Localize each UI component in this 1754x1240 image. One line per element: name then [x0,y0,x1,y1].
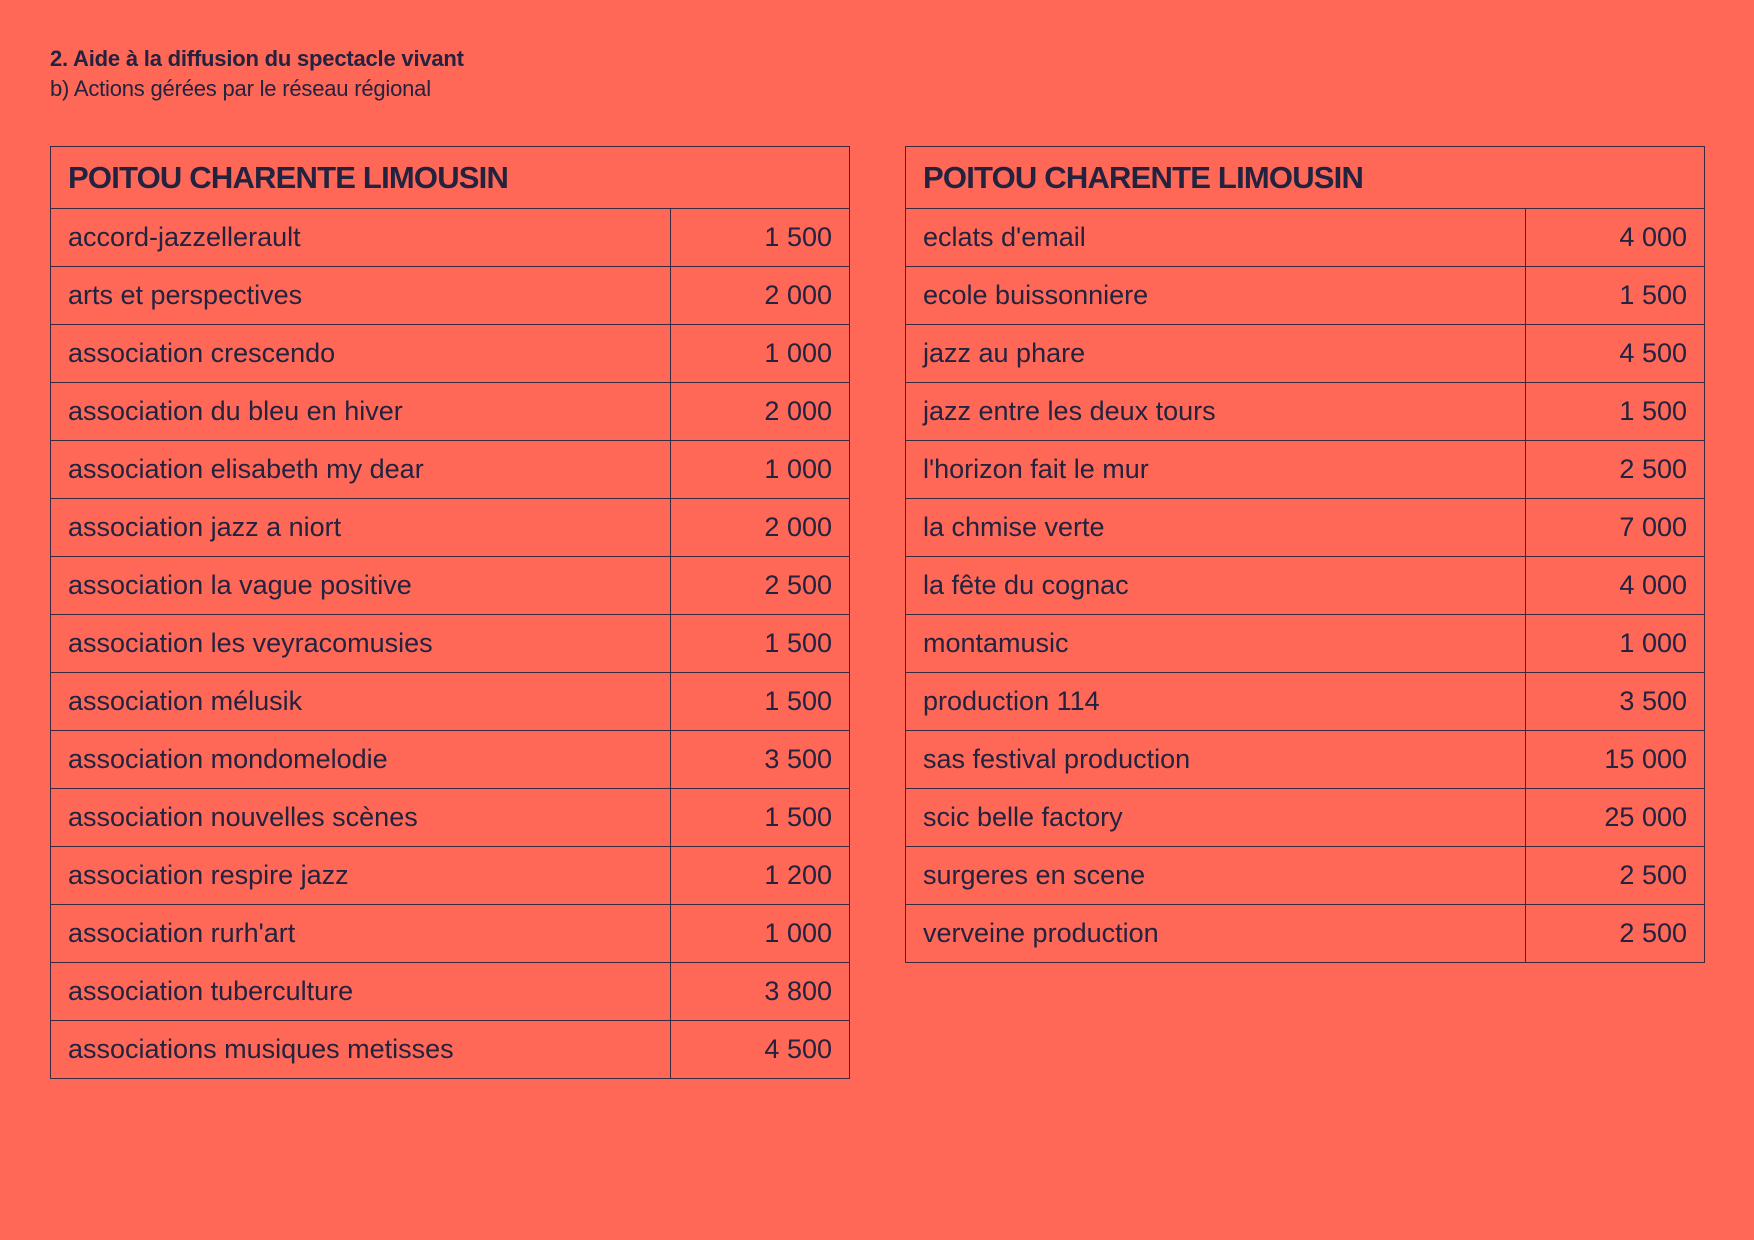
table-row [906,499,1705,557]
grants-table-left [50,146,850,1079]
organization-name: association nouvelles scènes [51,789,671,847]
organization-name: association du bleu en hiver [51,383,671,441]
grant-amount: 3 500 [671,731,850,789]
organization-name: association elisabeth my dear [51,441,671,499]
organization-name: la fête du cognac [906,557,1526,615]
grant-amount: 1 000 [1526,615,1705,673]
table-row [51,441,850,499]
table-row [51,963,850,1021]
organization-name: la chmise verte [906,499,1526,557]
grant-amount: 1 500 [671,673,850,731]
table-row [51,847,850,905]
organization-name: associations musiques metisses [51,1021,671,1079]
grant-amount: 7 000 [1526,499,1705,557]
grant-amount: 4 500 [671,1021,850,1079]
section-title: 2. Aide à la diffusion du spectacle vivant [50,46,464,71]
table-row [906,615,1705,673]
table-row [51,209,850,267]
grant-amount: 1 500 [671,789,850,847]
grant-amount: 2 000 [671,267,850,325]
table-row [906,209,1705,267]
table-row [906,557,1705,615]
organization-name: association jazz a niort [51,499,671,557]
grant-amount: 4 000 [1526,557,1705,615]
grant-amount: 25 000 [1526,789,1705,847]
grant-amount: 3 800 [671,963,850,1021]
table-row [906,789,1705,847]
table-row [51,905,850,963]
grant-amount: 3 500 [1526,673,1705,731]
document-header [50,44,464,104]
table-row [51,615,850,673]
organization-name: association respire jazz [51,847,671,905]
table-row [906,383,1705,441]
grant-amount: 4 500 [1526,325,1705,383]
grant-amount: 15 000 [1526,731,1705,789]
organization-name: jazz entre les deux tours [906,383,1526,441]
organization-name: verveine production [906,905,1526,963]
table-row [51,557,850,615]
table-row [906,731,1705,789]
grant-amount: 1 000 [671,441,850,499]
table-row [906,325,1705,383]
organization-name: surgeres en scene [906,847,1526,905]
organization-name: association tuberculture [51,963,671,1021]
organization-name: association la vague positive [51,557,671,615]
organization-name: jazz au phare [906,325,1526,383]
table-row [51,1021,850,1079]
grant-amount: 1 000 [671,905,850,963]
organization-name: sas festival production [906,731,1526,789]
grant-amount: 2 000 [671,499,850,557]
table-row [51,499,850,557]
organization-name: accord-jazzellerault [51,209,671,267]
organization-name: association mondomelodie [51,731,671,789]
table-row [51,267,850,325]
grant-amount: 1 500 [671,209,850,267]
grant-amount: 4 000 [1526,209,1705,267]
organization-name: montamusic [906,615,1526,673]
organization-name: association les veyracomusies [51,615,671,673]
table-row [906,673,1705,731]
grant-amount: 2 500 [1526,847,1705,905]
table-row [51,383,850,441]
table-body [906,209,1705,963]
table-row [51,673,850,731]
organization-name: association mélusik [51,673,671,731]
table-header-row [906,147,1705,209]
table-row [906,267,1705,325]
table-row [906,441,1705,499]
organization-name: arts et perspectives [51,267,671,325]
grant-amount: 1 000 [671,325,850,383]
grant-amount: 1 500 [1526,267,1705,325]
table-row [51,325,850,383]
organization-name: eclats d'email [906,209,1526,267]
section-subtitle: b) Actions gérées par le réseau régional [50,76,431,101]
organization-name: association crescendo [51,325,671,383]
table-row [51,731,850,789]
grant-amount: 2 500 [671,557,850,615]
organization-name: association rurh'art [51,905,671,963]
grant-amount: 1 200 [671,847,850,905]
grant-amount: 2 000 [671,383,850,441]
organization-name: scic belle factory [906,789,1526,847]
grant-amount: 1 500 [1526,383,1705,441]
table-heading: POITOU CHARENTE LIMOUSIN [51,147,850,209]
grant-amount: 1 500 [671,615,850,673]
grant-amount: 2 500 [1526,905,1705,963]
grants-table-right [905,146,1705,963]
table-row [906,905,1705,963]
grant-amount: 2 500 [1526,441,1705,499]
table-heading: POITOU CHARENTE LIMOUSIN [906,147,1705,209]
organization-name: l'horizon fait le mur [906,441,1526,499]
table-row [906,847,1705,905]
organization-name: ecole buissonniere [906,267,1526,325]
table-row [51,789,850,847]
table-body [51,209,850,1079]
table-header-row [51,147,850,209]
organization-name: production 114 [906,673,1526,731]
